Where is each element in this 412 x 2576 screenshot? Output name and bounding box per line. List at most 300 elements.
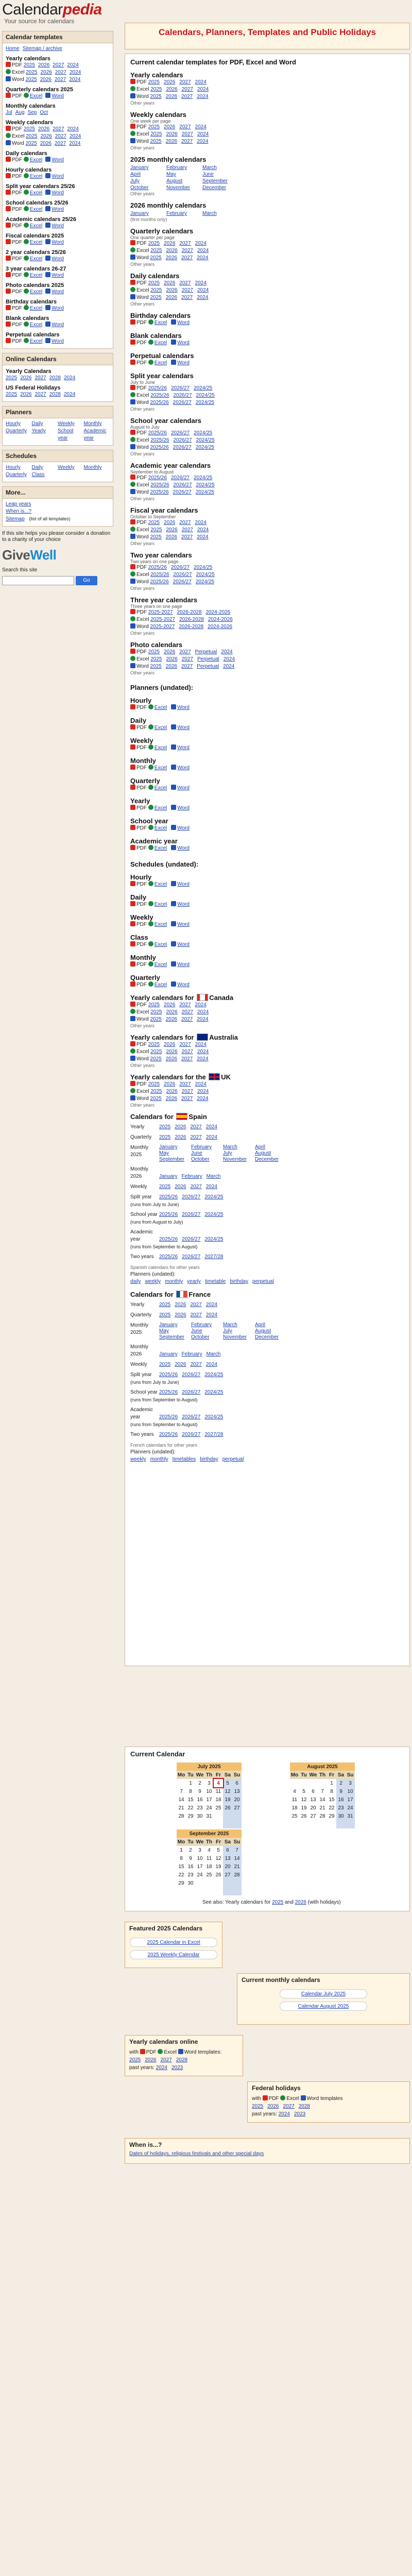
search-input[interactable]: [2, 576, 74, 585]
country-line-link[interactable]: 2027: [190, 1184, 202, 1190]
section-link[interactable]: 2027: [179, 241, 191, 246]
section-link[interactable]: 2025/26: [150, 572, 169, 578]
federal-link[interactable]: 2028: [49, 392, 61, 397]
section-link[interactable]: 2025: [148, 520, 160, 526]
sidebar-link-word[interactable]: Word: [52, 93, 64, 99]
section-link[interactable]: 2025: [150, 255, 162, 261]
country-line-link[interactable]: 2027: [190, 1362, 202, 1367]
country-line-link[interactable]: 2026/27: [182, 1414, 201, 1420]
sidebar-link[interactable]: 2027: [55, 141, 66, 146]
schedule-link[interactable]: Daily: [31, 465, 43, 470]
section-link[interactable]: 2024: [197, 94, 209, 99]
section-link[interactable]: 2024-2026: [205, 609, 231, 615]
country-link[interactable]: 2024: [197, 1016, 209, 1022]
month-link[interactable]: February: [166, 165, 187, 171]
givewell-logo[interactable]: GiveWell: [2, 547, 57, 563]
sidebar-link[interactable]: 2024: [67, 126, 79, 132]
sidebar-link-excel[interactable]: Excel: [29, 174, 43, 179]
section-link[interactable]: 2027: [181, 248, 193, 253]
country-line-link[interactable]: 2027/28: [204, 1432, 224, 1437]
section-link[interactable]: 2026: [166, 656, 178, 662]
section-link[interactable]: 2024: [197, 534, 209, 540]
planner-link[interactable]: Yearly: [31, 428, 46, 434]
undated-link-excel[interactable]: Excel: [154, 922, 167, 927]
section-link[interactable]: 2026/27: [173, 482, 192, 488]
month-link[interactable]: August: [166, 178, 183, 184]
online-yearly-link[interactable]: 2027: [35, 375, 46, 381]
section-link-word[interactable]: Word: [177, 340, 190, 346]
country-line-link[interactable]: 2024: [205, 1134, 217, 1140]
undated-link-excel[interactable]: Excel: [154, 765, 167, 771]
planner-link[interactable]: Daily: [31, 421, 43, 427]
sidebar-link[interactable]: 2027: [55, 70, 66, 75]
month-link[interactable]: October: [191, 1157, 210, 1162]
section-link[interactable]: 2024: [221, 649, 233, 655]
monthly-link-august[interactable]: Calendar August 2025: [280, 2002, 367, 2011]
undated-link-word[interactable]: Word: [177, 882, 190, 887]
month-link[interactable]: June: [191, 1150, 202, 1156]
month-link[interactable]: January: [159, 1144, 178, 1150]
country-planner-link[interactable]: monthly: [165, 1279, 183, 1284]
section-link[interactable]: 2027: [181, 534, 193, 540]
month-link[interactable]: July: [130, 178, 140, 184]
section-link[interactable]: 2026/27: [170, 475, 190, 481]
section-link[interactable]: 2025: [150, 534, 162, 540]
month-link[interactable]: August: [255, 1150, 271, 1156]
country-line-link[interactable]: 2024/25: [204, 1372, 224, 1378]
federal-link[interactable]: 2025: [6, 392, 18, 397]
online-yearly-link[interactable]: 2028: [49, 375, 61, 381]
country-link[interactable]: 2027: [181, 1016, 193, 1022]
section-link[interactable]: Perpetual: [197, 656, 219, 662]
sidebar-link[interactable]: 2025: [23, 126, 36, 132]
section-link[interactable]: 2024: [197, 87, 209, 92]
section-link[interactable]: 2025: [148, 280, 160, 286]
month-link[interactable]: December: [255, 1157, 279, 1162]
section-link[interactable]: 2027: [179, 520, 191, 526]
section-link[interactable]: 2024/25: [195, 400, 214, 405]
country-planner-link[interactable]: daily: [130, 1279, 141, 1284]
other-years-link[interactable]: Other years: [130, 301, 155, 307]
month-link[interactable]: September: [159, 1157, 184, 1162]
other-years-link[interactable]: Other years: [130, 262, 155, 267]
section-link[interactable]: 2025: [148, 124, 160, 130]
country-link[interactable]: 2024: [195, 1042, 207, 1047]
country-link[interactable]: 2025: [150, 1056, 162, 1062]
sidebar-link[interactable]: 2026: [40, 70, 52, 75]
sidebar-link[interactable]: 2027: [55, 133, 66, 139]
undated-link-excel[interactable]: Excel: [154, 962, 167, 968]
monthly-link-july[interactable]: Calendar July 2025: [280, 1989, 367, 1998]
section-link-excel[interactable]: Excel: [154, 340, 167, 346]
country-line-link[interactable]: 2024: [205, 1312, 217, 1318]
country-line-link[interactable]: 2027/28: [204, 1254, 224, 1260]
country-line-link[interactable]: 2025: [159, 1362, 171, 1367]
month-link[interactable]: December: [255, 1334, 279, 1340]
section-link-excel[interactable]: Excel: [154, 360, 167, 366]
country-planner-link[interactable]: birthday: [200, 1456, 218, 1462]
sidebar-link[interactable]: 2026: [40, 133, 52, 139]
month-title[interactable]: August 2025: [290, 1762, 355, 1771]
country-line-link[interactable]: March: [206, 1351, 221, 1357]
undated-link-excel[interactable]: Excel: [154, 705, 167, 710]
schedule-link[interactable]: Hourly: [6, 465, 21, 470]
month-link[interactable]: January: [130, 165, 149, 171]
country-link[interactable]: 2025: [150, 1016, 162, 1022]
section-link[interactable]: 2026/27: [173, 579, 192, 585]
country-line-link[interactable]: 2025/26: [159, 1254, 178, 1260]
undated-link-word[interactable]: Word: [177, 725, 190, 731]
section-link[interactable]: 2025/26: [150, 393, 169, 398]
section-link[interactable]: 2026: [165, 255, 177, 261]
country-link[interactable]: 2025: [148, 1081, 160, 1087]
section-link[interactable]: 2025/26: [150, 482, 169, 488]
section-link[interactable]: 2027: [181, 94, 193, 99]
section-link[interactable]: 2026: [164, 79, 176, 85]
section-link-word[interactable]: Word: [177, 320, 190, 326]
sidebar-link-word[interactable]: Word: [52, 273, 64, 278]
country-line-link[interactable]: 2024/25: [204, 1236, 224, 1242]
sidebar-link[interactable]: 2025: [26, 70, 38, 75]
country-link[interactable]: 2027: [181, 1056, 193, 1062]
month-link[interactable]: November: [223, 1334, 247, 1340]
section-link[interactable]: 2026: [166, 87, 178, 92]
schedule-link[interactable]: Monthly: [83, 465, 102, 470]
country-line-link[interactable]: 2027: [190, 1124, 202, 1130]
country-line-link[interactable]: 2026: [175, 1184, 186, 1190]
undated-link-word[interactable]: Word: [177, 982, 190, 988]
schedule-link[interactable]: Weekly: [58, 465, 75, 470]
section-link-word[interactable]: Word: [177, 360, 190, 366]
section-link[interactable]: 2027: [181, 131, 193, 137]
other-years-link[interactable]: Other years: [130, 1063, 155, 1068]
country-planner-link[interactable]: timetables: [172, 1456, 196, 1462]
section-link[interactable]: 2024/25: [194, 430, 213, 436]
country-link[interactable]: 2027: [181, 1089, 193, 1094]
sidebar-link-word[interactable]: Word: [52, 322, 64, 328]
undated-link-excel[interactable]: Excel: [154, 902, 167, 907]
section-link[interactable]: 2026/27: [170, 430, 190, 436]
federal-year-link[interactable]: 2026: [267, 2104, 279, 2109]
other-years-link[interactable]: Other years: [130, 1023, 155, 1028]
country-link[interactable]: 2026: [166, 1049, 178, 1055]
country-line-link[interactable]: 2027: [190, 1302, 202, 1308]
country-link[interactable]: 2025: [150, 1096, 162, 1101]
undated-link-word[interactable]: Word: [177, 902, 190, 907]
section-link[interactable]: 2026: [165, 534, 177, 540]
section-link[interactable]: 2024/25: [196, 572, 215, 578]
section-link[interactable]: 2027: [179, 124, 191, 130]
month-link[interactable]: March: [202, 211, 217, 216]
undated-link-word[interactable]: Word: [177, 785, 190, 791]
section-link[interactable]: 2024: [195, 79, 207, 85]
country-line-link[interactable]: 2024/25: [204, 1194, 224, 1200]
sidebar-link[interactable]: 2027: [53, 62, 64, 68]
country-line-link[interactable]: 2026/27: [182, 1236, 201, 1242]
section-link[interactable]: 2026-2028: [179, 617, 204, 622]
month-title[interactable]: September 2025: [177, 1829, 242, 1838]
section-link[interactable]: 2024-2026: [208, 624, 232, 630]
country-line-link[interactable]: 2026/27: [182, 1194, 201, 1200]
section-link[interactable]: 2026/27: [173, 393, 192, 398]
month-link[interactable]: April: [255, 1322, 266, 1328]
sidebar-link-word[interactable]: Word: [52, 338, 64, 344]
sidebar-link-word[interactable]: Word: [52, 240, 64, 245]
country-link[interactable]: 2025: [150, 1009, 162, 1015]
undated-link-excel[interactable]: Excel: [154, 745, 167, 751]
section-link[interactable]: 2025/26: [148, 385, 167, 391]
country-line-link[interactable]: 2026/27: [182, 1389, 201, 1395]
country-line-link[interactable]: 2024/25: [204, 1414, 224, 1420]
month-link[interactable]: June: [191, 1328, 202, 1334]
country-line-link[interactable]: March: [206, 1174, 221, 1179]
section-link[interactable]: 2025: [150, 94, 162, 99]
country-link[interactable]: 2027: [179, 1081, 191, 1087]
undated-link-word[interactable]: Word: [177, 825, 190, 831]
country-line-link[interactable]: 2025/26: [159, 1372, 178, 1378]
section-link[interactable]: 2026: [164, 280, 176, 286]
sidebar-link-word[interactable]: Word: [52, 306, 64, 311]
month-link[interactable]: January: [159, 1322, 178, 1328]
month-link[interactable]: July: [223, 1328, 232, 1334]
country-line-link[interactable]: 2026: [175, 1134, 186, 1140]
section-link[interactable]: 2027: [181, 255, 193, 261]
when-is-link[interactable]: When is...?: [6, 509, 32, 514]
country-line-link[interactable]: 2025/26: [159, 1389, 178, 1395]
note-link-2026[interactable]: 2026: [295, 1900, 306, 1905]
section-link[interactable]: 2026: [166, 131, 178, 137]
yearly-online-year-link[interactable]: 2028: [176, 2057, 187, 2063]
sidebar-link-excel[interactable]: Excel: [29, 223, 43, 229]
country-link[interactable]: 2027: [179, 1042, 191, 1047]
country-link[interactable]: 2025: [148, 1002, 160, 1008]
sidebar-link[interactable]: 2025: [26, 133, 38, 139]
section-link[interactable]: 2027: [179, 649, 191, 655]
country-line-link[interactable]: 2025/26: [159, 1212, 178, 1217]
sidebar-link-excel[interactable]: Excel: [29, 306, 43, 311]
section-link[interactable]: 2025-2027: [148, 609, 173, 615]
month-title[interactable]: July 2025: [177, 1762, 242, 1771]
planner-link[interactable]: Quarterly: [6, 428, 27, 434]
section-link[interactable]: 2024/25: [195, 445, 214, 450]
section-link[interactable]: 2024: [195, 520, 207, 526]
other-years-link[interactable]: Spanish calendars for other years: [130, 1265, 200, 1270]
country-link[interactable]: 2024: [197, 1056, 209, 1062]
month-link[interactable]: July: [223, 1150, 232, 1156]
country-line-link[interactable]: 2025/26: [159, 1194, 178, 1200]
month-link[interactable]: May: [159, 1328, 169, 1334]
schedule-link[interactable]: Quarterly: [6, 472, 27, 478]
section-link[interactable]: 2027: [181, 527, 193, 533]
month-link[interactable]: March: [223, 1144, 237, 1150]
other-years-link[interactable]: (first months only): [130, 217, 167, 222]
section-link[interactable]: 2025: [148, 649, 160, 655]
online-yearly-link[interactable]: 2025: [6, 375, 18, 381]
month-link[interactable]: April: [130, 172, 141, 177]
section-link[interactable]: 2025/26: [148, 475, 167, 481]
featured-link-excel[interactable]: 2025 Calendar in Excel: [130, 1938, 217, 1947]
other-years-link[interactable]: Other years: [130, 406, 155, 412]
section-link[interactable]: 2026: [165, 94, 177, 99]
section-link[interactable]: 2024: [223, 664, 235, 669]
undated-link-excel[interactable]: Excel: [154, 825, 167, 831]
sidebar-link[interactable]: 2026: [40, 141, 52, 146]
when-is-text-link[interactable]: Dates of holidays, religious festivals and other special days: [129, 2151, 264, 2157]
country-line-link[interactable]: February: [181, 1351, 202, 1357]
section-link[interactable]: 2024: [197, 255, 209, 261]
section-link[interactable]: 2026/27: [170, 385, 190, 391]
country-link[interactable]: 2026: [164, 1042, 176, 1047]
undated-link-excel[interactable]: Excel: [154, 845, 167, 851]
section-link[interactable]: 2024: [223, 656, 235, 662]
section-link[interactable]: 2024/25: [194, 565, 213, 570]
section-link[interactable]: 2025/26: [150, 489, 169, 495]
country-line-link[interactable]: 2025: [159, 1184, 171, 1190]
section-link[interactable]: 2025/26: [150, 437, 169, 443]
section-link[interactable]: 2024: [197, 131, 209, 137]
country-line-link[interactable]: January: [159, 1174, 178, 1179]
yearly-online-year-link[interactable]: 2027: [160, 2057, 172, 2063]
sidebar-link[interactable]: 2027: [55, 77, 66, 82]
sidebar-link[interactable]: 2024: [69, 77, 81, 82]
planner-link[interactable]: Academic year: [83, 428, 107, 441]
month-link[interactable]: June: [202, 172, 214, 177]
other-years-link[interactable]: Other years: [130, 451, 155, 456]
sidebar-link-excel[interactable]: Excel: [29, 273, 43, 278]
section-link[interactable]: Perpetual: [195, 649, 217, 655]
section-link[interactable]: 2027: [181, 287, 193, 293]
site-logo[interactable]: Calendarpedia: [2, 1, 102, 18]
country-link[interactable]: 2025: [150, 1049, 162, 1055]
yearly-online-year-link[interactable]: 2025: [129, 2057, 141, 2063]
sidebar-link-word[interactable]: Word: [52, 157, 64, 163]
section-link[interactable]: 2024: [197, 287, 209, 293]
section-link[interactable]: 2026: [164, 649, 176, 655]
country-line-link[interactable]: 2026/27: [182, 1432, 201, 1437]
country-link[interactable]: 2024: [197, 1009, 209, 1015]
country-link[interactable]: 2024: [197, 1049, 209, 1055]
section-link[interactable]: 2024/25: [195, 579, 214, 585]
country-link[interactable]: 2027: [181, 1009, 193, 1015]
country-line-link[interactable]: 2026/27: [182, 1254, 201, 1260]
other-years-link[interactable]: Other years: [130, 191, 155, 196]
section-link[interactable]: 2025: [150, 139, 162, 144]
section-link[interactable]: 2026: [166, 527, 178, 533]
section-link[interactable]: 2026: [164, 520, 176, 526]
section-link[interactable]: 2026/27: [170, 565, 190, 570]
month-link[interactable]: October: [130, 185, 149, 191]
country-line-link[interactable]: 2026: [175, 1302, 186, 1308]
section-link[interactable]: 2027: [179, 79, 191, 85]
month-link[interactable]: September: [202, 178, 228, 184]
sidebar-link-excel[interactable]: Excel: [29, 289, 43, 295]
planner-link[interactable]: Hourly: [6, 421, 21, 427]
country-planner-link[interactable]: timetable: [204, 1279, 226, 1284]
leap-years-link[interactable]: Leap years: [6, 501, 31, 507]
sidebar-link-excel[interactable]: Excel: [29, 93, 43, 99]
section-link[interactable]: 2026-2028: [179, 624, 204, 630]
country-link[interactable]: 2026: [164, 1002, 176, 1008]
home-link[interactable]: Home: [6, 46, 20, 52]
sidebar-link[interactable]: 2026: [38, 62, 50, 68]
section-link[interactable]: 2024/25: [196, 393, 215, 398]
section-link[interactable]: 2025/26: [150, 445, 169, 450]
section-link[interactable]: 2026/27: [173, 489, 192, 495]
month-link[interactable]: March: [223, 1322, 237, 1328]
section-link[interactable]: 2025: [150, 287, 162, 293]
other-years-link[interactable]: Other years: [130, 586, 155, 591]
country-line-link[interactable]: 2024: [205, 1362, 217, 1367]
country-line-link[interactable]: 2024: [205, 1124, 217, 1130]
country-line-link[interactable]: 2025/26: [159, 1236, 178, 1242]
month-link[interactable]: August: [255, 1328, 271, 1334]
sidebar-link[interactable]: 2024: [67, 62, 79, 68]
country-link[interactable]: 2026: [166, 1089, 178, 1094]
section-link[interactable]: 2024/25: [195, 489, 214, 495]
section-link[interactable]: 2027: [181, 656, 193, 662]
undated-link-excel[interactable]: Excel: [154, 805, 167, 811]
other-years-link[interactable]: French calendars for other years: [130, 1443, 198, 1448]
section-link[interactable]: 2026: [164, 241, 176, 246]
planner-link[interactable]: School year: [58, 428, 74, 441]
country-planner-link[interactable]: yearly: [187, 1279, 201, 1284]
featured-link-weekly[interactable]: 2025 Weekly Calendar: [130, 1950, 217, 1959]
sidebar-link-excel[interactable]: Excel: [29, 157, 43, 163]
federal-link[interactable]: 2027: [35, 392, 46, 397]
undated-link-excel[interactable]: Excel: [154, 725, 167, 731]
sitemap-link[interactable]: Sitemap: [6, 516, 25, 522]
country-link[interactable]: 2026: [165, 1056, 177, 1062]
other-years-link[interactable]: Other years: [130, 541, 155, 546]
month-link[interactable]: February: [166, 211, 187, 216]
section-link[interactable]: 2026: [165, 664, 177, 669]
section-link[interactable]: 2024: [197, 248, 209, 253]
country-planner-link[interactable]: perpetual: [252, 1279, 274, 1284]
federal-past-link[interactable]: 2024: [278, 2111, 290, 2117]
sidebar-link-word[interactable]: Word: [52, 223, 64, 229]
section-link[interactable]: 2027: [181, 87, 193, 92]
section-link[interactable]: 2024/25: [194, 475, 213, 481]
other-years-link[interactable]: Other years: [130, 631, 155, 636]
country-planner-link[interactable]: weekly: [145, 1279, 161, 1284]
month-link[interactable]: May: [159, 1150, 169, 1156]
section-link[interactable]: 2026: [165, 139, 177, 144]
section-link[interactable]: 2024: [195, 280, 207, 286]
section-link[interactable]: 2025: [150, 248, 162, 253]
section-link[interactable]: 2025-2027: [150, 624, 175, 630]
section-link[interactable]: 2027: [181, 664, 193, 669]
sidebar-link[interactable]: 2024: [69, 141, 81, 146]
country-line-link[interactable]: 2026: [175, 1124, 186, 1130]
section-link[interactable]: 2025: [150, 664, 162, 669]
federal-year-link[interactable]: 2028: [298, 2104, 310, 2109]
other-years-link[interactable]: Other years: [130, 496, 155, 501]
federal-year-link[interactable]: 2027: [283, 2104, 295, 2109]
month-link[interactable]: February: [191, 1322, 212, 1328]
section-link[interactable]: 2026/27: [173, 572, 192, 578]
federal-past-link[interactable]: 2023: [294, 2111, 306, 2117]
section-link[interactable]: 2025/26: [150, 579, 169, 585]
country-line-link[interactable]: 2026: [175, 1312, 186, 1318]
planner-link[interactable]: Weekly: [58, 421, 75, 427]
section-link[interactable]: 2026/27: [173, 445, 192, 450]
section-link[interactable]: 2026/27: [173, 400, 192, 405]
month-link[interactable]: November: [223, 1157, 247, 1162]
sidebar-link[interactable]: 2025: [23, 62, 36, 68]
country-line-link[interactable]: January: [159, 1351, 178, 1357]
section-link[interactable]: 2025/26: [148, 430, 167, 436]
month-link[interactable]: November: [166, 185, 191, 191]
